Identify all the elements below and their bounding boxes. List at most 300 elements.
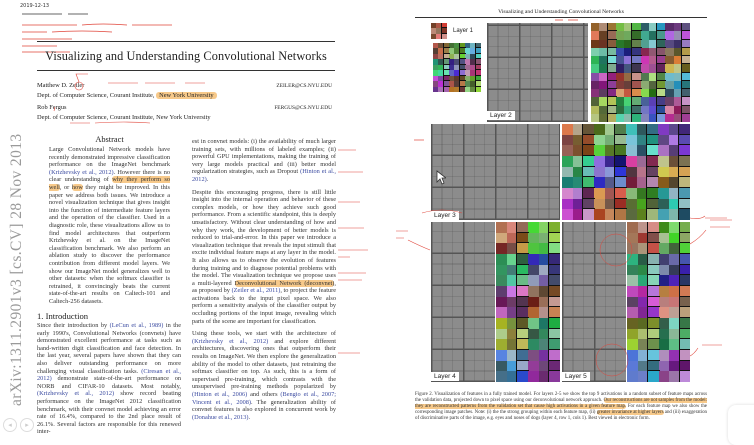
image-patch	[665, 73, 673, 81]
image-patch	[648, 297, 659, 308]
image-patch	[658, 199, 669, 210]
image-patch	[682, 23, 690, 31]
image-patch	[659, 243, 670, 254]
image-patch	[679, 199, 690, 210]
text-run: , to project the feature activations back to the input pixel space. We also perform a sensitivity analysis of the classifier output by occluding portions of the input image, revealing which parts of the scene are important for classification.	[192, 287, 337, 325]
citation-link[interactable]: (Donahue et al., 2013)	[192, 413, 249, 421]
citation-link[interactable]: (Krizhevsky et al., 2012)	[192, 337, 269, 345]
image-patch	[599, 81, 607, 89]
image-patch	[549, 361, 560, 372]
image-patch	[665, 114, 673, 122]
image-patch	[583, 188, 594, 199]
highlighted-text: Our reconstructions are not samples from the model: they are reconstructed patterns from the validation set that cause high activations in a given feature map.	[415, 397, 707, 410]
author-affiliation	[37, 91, 335, 101]
image-patch	[641, 40, 649, 48]
image-patch	[648, 329, 659, 340]
image-patch	[638, 243, 649, 254]
image-patch	[573, 135, 584, 146]
highlighted-text: greater invariance at higher layers	[596, 410, 664, 416]
image-patch	[641, 73, 649, 81]
image-patch	[615, 124, 626, 135]
layer4-label: Layer 4	[431, 372, 459, 381]
image-patch	[680, 329, 691, 340]
image-patch	[624, 31, 632, 39]
image-patch	[648, 233, 659, 244]
header-rule	[415, 17, 707, 18]
image-patch	[539, 329, 550, 340]
image-patch	[605, 199, 616, 210]
layer5-patches	[627, 222, 690, 382]
prev-page-button[interactable]: ◂	[3, 418, 17, 432]
citation-link[interactable]: (Krizhevsky et al., 2012)	[37, 390, 115, 398]
image-patch	[528, 275, 539, 286]
image-patch	[507, 222, 518, 233]
image-patch	[669, 135, 680, 146]
image-patch	[507, 254, 518, 265]
text-run: in the early 1990's, Convolutional Networks (convnets) have demonstrated excellent performance at tasks such as hand-written digit classification and face detection. In the last year, several papers have shown that they can also deliver outstanding performance on more challenging visual classification tasks.	[37, 322, 181, 375]
image-patch	[680, 350, 691, 361]
title-rule-top	[37, 41, 335, 42]
image-patch	[624, 56, 632, 64]
image-patch	[637, 124, 648, 135]
paragraph	[192, 189, 336, 326]
image-patch	[573, 156, 584, 167]
image-patch	[657, 56, 665, 64]
image-patch	[599, 64, 607, 72]
mouse-cursor-icon	[436, 170, 446, 185]
image-patch	[649, 97, 657, 105]
image-patch	[657, 64, 665, 72]
image-patch	[599, 114, 607, 122]
image-patch	[665, 31, 673, 39]
image-patch	[517, 222, 528, 233]
image-patch	[615, 156, 626, 167]
author-affiliation: Dept. of Computer Science, Courant Institute, New York University	[37, 114, 211, 121]
image-patch	[641, 48, 649, 56]
image-patch	[682, 31, 690, 39]
image-patch	[682, 56, 690, 64]
image-patch	[624, 48, 632, 56]
image-patch	[665, 48, 673, 56]
image-patch	[657, 23, 665, 31]
image-patch	[615, 199, 626, 210]
image-patch	[549, 275, 560, 286]
text-run: .	[206, 175, 209, 183]
image-patch	[632, 56, 640, 64]
image-patch	[608, 97, 616, 105]
image-patch	[649, 81, 657, 89]
image-patch	[657, 97, 665, 105]
image-patch	[648, 318, 659, 329]
image-patch	[659, 307, 670, 318]
image-patch	[657, 48, 665, 56]
image-patch	[608, 73, 616, 81]
paper-title: Visualizing and Understanding Convolutional Networks	[45, 49, 327, 63]
image-patch	[626, 145, 637, 156]
image-patch	[539, 254, 550, 265]
image-patch	[638, 222, 649, 233]
image-patch	[669, 265, 680, 276]
image-patch	[638, 275, 649, 286]
image-patch	[605, 156, 616, 167]
image-patch	[591, 64, 599, 72]
image-patch	[507, 307, 518, 318]
image-patch	[599, 73, 607, 81]
image-patch	[659, 318, 670, 329]
text-run: show record beating performance on the ImageNet 2012 classification benchmark, with their convnet model achieving an error rate of 16.4%, compared to the 2nd place result of 26.1%. Several factors are responsible for this renewed inter-	[37, 390, 181, 436]
image-patch	[648, 371, 659, 382]
image-patch	[539, 318, 550, 329]
image-patch	[591, 73, 599, 81]
image-patch	[528, 339, 539, 350]
image-patch	[583, 167, 594, 178]
image-patch	[591, 89, 599, 97]
image-patch	[632, 97, 640, 105]
margin-notes-icon	[336, 120, 381, 360]
layer2-label: Layer 2	[487, 111, 515, 120]
image-patch	[637, 177, 648, 188]
image-patch	[659, 286, 670, 297]
image-patch	[658, 209, 669, 220]
image-patch	[496, 286, 507, 297]
image-patch	[616, 106, 624, 114]
image-patch	[608, 31, 616, 39]
figure-caption	[415, 387, 707, 427]
image-patch	[638, 265, 649, 276]
image-patch	[627, 350, 638, 361]
image-patch	[637, 199, 648, 210]
layer4-reconstructions	[431, 222, 495, 382]
image-patch	[649, 40, 657, 48]
image-patch	[679, 188, 690, 199]
image-patch	[648, 265, 659, 276]
image-patch	[599, 23, 607, 31]
image-patch	[669, 167, 680, 178]
image-patch	[674, 114, 682, 122]
image-patch	[605, 209, 616, 220]
introduction-text	[37, 322, 181, 441]
author-2	[37, 103, 335, 113]
image-patch	[647, 135, 658, 146]
image-patch	[638, 350, 649, 361]
image-patch	[496, 222, 507, 233]
image-patch	[608, 81, 616, 89]
image-patch	[591, 106, 599, 114]
image-patch	[669, 177, 680, 188]
image-patch	[599, 97, 607, 105]
image-patch	[627, 307, 638, 318]
image-patch	[657, 114, 665, 122]
image-patch	[680, 286, 691, 297]
image-patch	[627, 275, 638, 286]
image-patch	[648, 350, 659, 361]
image-patch	[638, 233, 649, 244]
image-patch	[637, 167, 648, 178]
text-run: demonstrate state-of-the-art performance on NORB and CIFAR-10 datasets. Most notably,	[37, 375, 181, 390]
image-patch	[615, 188, 626, 199]
image-patch	[616, 114, 624, 122]
citation-link[interactable]: (Hinton et al., 2006)	[192, 391, 248, 398]
image-patch	[665, 23, 673, 31]
image-patch	[616, 23, 624, 31]
image-patch	[605, 177, 616, 188]
image-patch	[517, 254, 528, 265]
image-patch	[627, 265, 638, 276]
image-patch	[659, 297, 670, 308]
image-patch	[638, 297, 649, 308]
image-patch	[539, 265, 550, 276]
image-patch	[648, 275, 659, 286]
image-patch	[517, 275, 528, 286]
image-patch	[680, 371, 691, 382]
image-patch	[627, 297, 638, 308]
image-patch	[665, 106, 673, 114]
image-patch	[632, 114, 640, 122]
image-patch	[615, 177, 626, 188]
citation-link[interactable]: (Hinton et al., 2012)	[192, 168, 337, 183]
image-patch	[608, 114, 616, 122]
image-patch	[627, 286, 638, 297]
image-patch	[549, 254, 560, 265]
image-patch	[549, 265, 560, 276]
image-patch	[682, 106, 690, 114]
image-patch	[674, 89, 682, 97]
image-patch	[517, 339, 528, 350]
image-patch	[583, 135, 594, 146]
image-patch	[573, 177, 584, 188]
image-patch	[659, 339, 670, 350]
image-patch	[549, 233, 560, 244]
image-patch	[573, 188, 584, 199]
image-patch	[682, 73, 690, 81]
layer1-patches	[433, 43, 481, 92]
image-patch	[573, 124, 584, 135]
image-patch	[669, 371, 680, 382]
image-patch	[626, 188, 637, 199]
image-patch	[679, 177, 690, 188]
image-patch	[665, 40, 673, 48]
image-patch	[638, 339, 649, 350]
image-patch	[616, 81, 624, 89]
floating-widget[interactable]	[728, 405, 754, 445]
image-patch	[507, 329, 518, 340]
image-patch	[669, 339, 680, 350]
image-patch	[647, 156, 658, 167]
image-patch	[669, 145, 680, 156]
citation-link[interactable]: (LeCun et al., 1989)	[109, 322, 164, 329]
image-patch	[616, 48, 624, 56]
image-patch	[659, 275, 670, 286]
image-patch	[649, 89, 657, 97]
text-run: , as proposed by	[192, 279, 336, 295]
image-patch	[659, 361, 670, 372]
image-patch	[507, 286, 518, 297]
image-patch	[648, 307, 659, 318]
image-patch	[591, 97, 599, 105]
image-patch	[657, 81, 665, 89]
image-patch	[680, 265, 691, 276]
image-patch	[641, 56, 649, 64]
image-patch	[648, 361, 659, 372]
image-patch	[496, 233, 507, 244]
image-patch	[528, 222, 539, 233]
image-patch	[679, 124, 690, 135]
image-patch	[659, 371, 670, 382]
image-patch	[680, 243, 691, 254]
image-patch	[528, 297, 539, 308]
image-patch	[549, 307, 560, 318]
image-patch	[594, 145, 605, 156]
image-patch	[624, 106, 632, 114]
author-1	[37, 81, 335, 91]
image-patch	[638, 361, 649, 372]
paragraph	[192, 138, 336, 184]
image-patch	[599, 89, 607, 97]
image-patch	[608, 40, 616, 48]
image-patch	[680, 339, 691, 350]
image-patch	[496, 307, 507, 318]
image-patch	[674, 23, 682, 31]
affiliation-text: Dept. of Computer Science, Courant Institute,	[37, 92, 157, 99]
image-patch	[632, 31, 640, 39]
image-patch	[507, 361, 518, 372]
image-patch	[626, 209, 637, 220]
image-patch	[626, 167, 637, 178]
image-patch	[657, 40, 665, 48]
image-patch	[528, 361, 539, 372]
image-patch	[573, 199, 584, 210]
image-patch	[674, 97, 682, 105]
image-patch	[626, 124, 637, 135]
title-rule-bottom	[37, 70, 335, 71]
image-patch	[528, 254, 539, 265]
image-patch	[648, 339, 659, 350]
image-patch	[624, 81, 632, 89]
image-patch	[496, 318, 507, 329]
layer1-filters	[431, 23, 447, 39]
image-patch	[665, 89, 673, 97]
layer5-reconstructions	[562, 222, 626, 382]
image-patch	[624, 40, 632, 48]
image-patch	[659, 254, 670, 265]
image-patch	[539, 233, 550, 244]
text-run: and (iii) exaggeration of discriminative parts of the image, e.g. eyes and noses of dogs (layer 4, row 1, cols 1). Best viewed in electronic form.	[415, 410, 707, 422]
image-patch	[674, 106, 682, 114]
image-patch	[507, 275, 518, 286]
image-patch	[608, 23, 616, 31]
image-patch	[539, 297, 550, 308]
image-patch	[517, 297, 528, 308]
image-patch	[507, 350, 518, 361]
image-patch	[517, 318, 528, 329]
image-patch	[657, 31, 665, 39]
image-patch	[669, 350, 680, 361]
image-patch	[528, 233, 539, 244]
image-patch	[594, 177, 605, 188]
image-patch	[669, 307, 680, 318]
image-patch	[539, 339, 550, 350]
image-patch	[608, 56, 616, 64]
image-patch	[528, 286, 539, 297]
image-patch	[680, 297, 691, 308]
image-patch	[665, 81, 673, 89]
image-patch	[591, 23, 599, 31]
image-patch	[627, 318, 638, 329]
image-patch	[442, 34, 447, 39]
image-patch	[517, 243, 528, 254]
image-patch	[517, 329, 528, 340]
image-patch	[476, 87, 481, 92]
text-run: they might be improved. In this paper we address both issues. We introduce a novel visualization technique that gives insight into the function of intermediate feature layers and the operation of the classifier. Used in a diagnostic role, these visualizations allow us to find model architectures that outperform Krizhevsky et al. on the ImageNet classification benchmark. We also perform an ablation study to discover the performance contribution from different model layers. We show our ImageNet model generalizes well to other datasets: when the softmax classifier is retrained, it convincingly beats the current state-of-the-art results on Caltech-101 and Caltech-256 datasets.	[49, 183, 170, 305]
image-patch	[641, 106, 649, 114]
image-patch	[624, 73, 632, 81]
text-run: Using these tools, we start with the architecture of	[192, 330, 336, 338]
paragraph	[415, 392, 707, 422]
image-patch	[669, 275, 680, 286]
image-patch	[549, 297, 560, 308]
image-patch	[616, 97, 624, 105]
citation-link[interactable]: (Ciresan et al., 2012)	[37, 367, 181, 383]
image-patch	[549, 318, 560, 329]
image-patch	[669, 209, 680, 220]
image-patch	[539, 371, 550, 382]
image-patch	[637, 135, 648, 146]
paragraph	[49, 146, 170, 305]
image-patch	[583, 156, 594, 167]
image-patch	[682, 64, 690, 72]
image-patch	[624, 97, 632, 105]
citation-link[interactable]: (Zeiler et al., 2011)	[231, 287, 281, 295]
image-patch	[616, 56, 624, 64]
image-patch	[605, 188, 616, 199]
layer1-label: Layer 1	[450, 27, 476, 35]
image-patch	[674, 64, 682, 72]
image-patch	[680, 254, 691, 265]
image-patch	[594, 188, 605, 199]
image-patch	[549, 329, 560, 340]
image-patch	[594, 209, 605, 220]
image-patch	[591, 114, 599, 122]
image-patch	[517, 371, 528, 382]
next-page-button[interactable]: ▸	[20, 418, 34, 432]
image-patch	[562, 209, 573, 220]
citation-link[interactable]: (Bengio et al., 2007; Vincent et al., 2008)	[192, 391, 336, 406]
image-patch	[624, 114, 632, 122]
image-patch	[679, 135, 690, 146]
image-patch	[649, 56, 657, 64]
image-patch	[507, 318, 518, 329]
image-patch	[528, 329, 539, 340]
image-patch	[632, 106, 640, 114]
image-patch	[594, 156, 605, 167]
image-patch	[665, 64, 673, 72]
image-patch	[641, 114, 649, 122]
image-patch	[638, 254, 649, 265]
image-patch	[517, 233, 528, 244]
image-patch	[665, 56, 673, 64]
image-patch	[627, 329, 638, 340]
image-patch	[517, 350, 528, 361]
image-patch	[632, 40, 640, 48]
text-run: For each feature map we also show the corresponding image patches. Note: (i) the the strong grouping within each feature map, (ii)	[415, 404, 707, 416]
citation-link[interactable]: (Krizhevsky et al., 2012)	[49, 168, 114, 176]
image-patch	[562, 145, 573, 156]
image-patch	[641, 89, 649, 97]
image-patch	[616, 89, 624, 97]
highlighted-text: why they perform so well	[49, 176, 170, 191]
image-patch	[679, 145, 690, 156]
image-patch	[562, 156, 573, 167]
